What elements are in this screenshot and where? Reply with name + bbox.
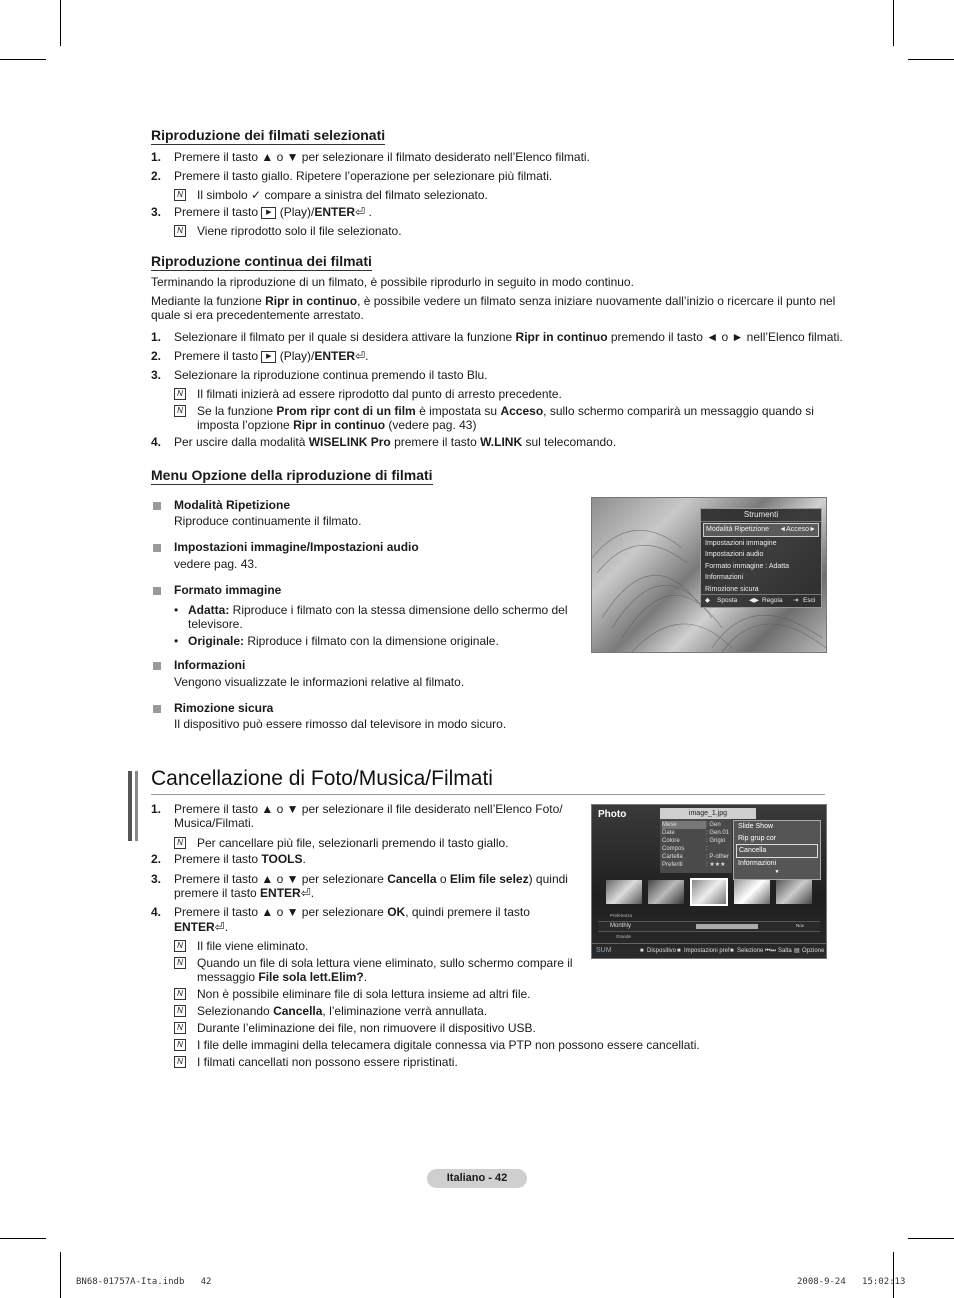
print-timestamp: 2008-9-24 15:02:13 (797, 1277, 906, 1287)
step-number: 1. (151, 330, 162, 344)
note-icon: N (174, 405, 186, 417)
yellow-key-icon: ■ (730, 948, 734, 954)
step-text: Selezionare la riproduzione continua premendo il tasto Blu. (174, 368, 488, 382)
info-row: Cartella : P-other (662, 854, 730, 860)
option-bullet: Originale: Riproduce i filmato con la dimensione originale. (188, 634, 499, 648)
note-icon: N (174, 189, 186, 201)
option-title: Formato immagine (174, 583, 282, 597)
step-number: 1. (151, 150, 162, 164)
note-icon: N (174, 1005, 186, 1017)
step-number: 1. (151, 802, 162, 816)
tools-menu (700, 508, 822, 608)
menu-item-repeat[interactable]: Modalità Ripetizione ◄Acceso► (703, 523, 819, 537)
menu-item-information[interactable]: Informazioni (705, 574, 744, 581)
preference-label: Preferenza (610, 913, 633, 918)
menu-item-safe-remove[interactable]: Rimozione sicura (705, 585, 759, 593)
bullet-dot: • (174, 634, 179, 648)
section-heading-continuous-playback: Riproduzione continua dei filmati (151, 253, 372, 269)
step-number: 2. (151, 852, 162, 866)
move-icon: ◆ (705, 597, 710, 604)
option-desc: Riproduce continuamente il filmato. (174, 514, 362, 528)
option-title: Rimozione sicura (174, 701, 274, 715)
timeline-selection (696, 924, 758, 929)
option-desc: vedere pag. 43. (174, 557, 258, 571)
popup-item-delete[interactable]: Cancella (736, 844, 818, 858)
note-text: messaggio File sola lett.Elim?. (197, 970, 368, 984)
enter-key-icon: ⏎ (214, 920, 225, 934)
note-text: Il simbolo ✓ compare a sinistra del filmato selezionato. (197, 188, 488, 202)
enter-key-icon: ⏎ (355, 205, 366, 219)
paragraph: Mediante la funzione Ripr in continuo, è possibile vedere un filmato senza iniziare nuovamente dall’inizio o ricercare il punto nel (151, 294, 836, 308)
note-icon: N (174, 957, 186, 969)
adjust-icon: ◀▶ (749, 597, 759, 604)
square-bullet-icon (153, 544, 161, 552)
tools-icon: ▤ (794, 948, 800, 954)
paragraph: quale si era precedentemente arrestato. (151, 308, 364, 322)
menu-footer: ◆ Sposta ◀▶ Regola ⇥ Esci (701, 594, 821, 607)
green-key-icon: ■ (677, 948, 681, 954)
step-text: Premere il tasto ▲ o ▼ per selezionare il filmato desiderato nell’Elenco filmati. (174, 150, 590, 164)
step-number: 2. (151, 349, 162, 363)
exit-icon: ⇥ (793, 597, 799, 604)
note-text: I filmati cancellati non possono essere ripristinati. (197, 1055, 458, 1069)
option-bullet: Adatta: Riproduce i filmato con la stessa dimensione dello schermo del (188, 603, 568, 617)
section-heading-selected-playback: Riproduzione dei filmati selezionati (151, 127, 386, 143)
note-text: Quando un file di sola lettura viene eliminato, sullo schermo compare il (197, 956, 573, 970)
option-bullet: televisore. (188, 617, 243, 631)
note-text: Il filmati inizierà ad essere riprodotto dal punto di arresto precedente. (197, 387, 562, 401)
note-icon: N (174, 1039, 186, 1051)
bullet-dot: • (174, 603, 179, 617)
step-number: 3. (151, 205, 162, 219)
page-number-badge: Italiano - 42 (427, 1169, 527, 1188)
option-title: Modalità Ripetizione (174, 498, 291, 512)
step-text: Musica/Filmati. (174, 816, 255, 830)
page-title: Cancellazione di Foto/Musica/Filmati (151, 767, 493, 790)
popup-item-slideshow[interactable]: Slide Show (738, 823, 774, 830)
step-number: 4. (151, 905, 162, 919)
step-number: 3. (151, 872, 162, 886)
thumbnail[interactable] (648, 880, 684, 904)
square-bullet-icon (153, 587, 161, 595)
note-icon: N (174, 837, 186, 849)
step-number: 2. (151, 169, 162, 183)
popup-item-information[interactable]: Informazioni (738, 859, 777, 867)
info-row: Colore : Grigio (662, 838, 726, 844)
info-row: Preferiti : ★★★ (662, 862, 726, 868)
red-key-icon: ■ (640, 948, 644, 954)
info-row: Date : Gen.01 (662, 830, 730, 836)
note-icon: N (174, 225, 186, 237)
thumbnail[interactable] (734, 880, 770, 904)
step-text: Premere il tasto giallo. Ripetere l’operazione per selezionare più filmati. (174, 169, 553, 183)
play-key-icon: ▶ (261, 207, 276, 219)
menu-item-picture-size[interactable]: Formato immagine : Adatta (705, 562, 790, 570)
filename-label: image_1.jpg (660, 808, 756, 819)
menu-item-sound-settings[interactable]: Impostazioni audio (705, 551, 764, 558)
note-text: Il file viene eliminato. (197, 939, 309, 953)
step-text: Premere il tasto ▲ o ▼ per selezionare il file desiderato nell’Elenco Foto/ (174, 802, 563, 816)
info-panel (660, 819, 732, 873)
note-text: Selezionando Cancella, l’eliminazione verrà annullata. (197, 1004, 488, 1018)
paragraph: Terminando la riproduzione di un filmato, è possibile riprodurlo in seguito in modo continuo. (151, 275, 634, 289)
skip-icon: ⏮⏭ (765, 948, 776, 954)
step-text: Premere il tasto ▲ o ▼ per selezionare Cancella o Elim file selez) quindi (174, 872, 568, 886)
screen-header: Photo (598, 809, 627, 820)
note-icon: N (174, 388, 186, 400)
note-text: I file delle immagini della telecamera digitale connessa via PTP non possono essere cancellati. (197, 1038, 700, 1052)
step-text: Premere il tasto ▶ (Play)/ENTER⏎. (174, 349, 369, 363)
step-text: Premere il tasto ▶ (Play)/ENTER⏎ . (174, 205, 372, 219)
scroll-down-icon: ▼ (774, 869, 780, 875)
screen-footer: SUM ■ Dispositivo ■ Impostazioni pref ■ Selezione ⏮⏭ Salta ▤ Opzione (592, 943, 826, 958)
enter-key-icon: ⏎ (300, 886, 311, 900)
note-text: Se la funzione Prom ripr cont di un film è impostata su Acceso, sullo schermo comparirà un messaggio quando si (197, 404, 814, 418)
tools-popup (733, 820, 821, 880)
menu-item-picture-settings[interactable]: Impostazioni immagine (705, 539, 777, 547)
note-text: Durante l’eliminazione dei file, non rimuovere il dispositivo USB. (197, 1021, 536, 1035)
title-bar-decoration (128, 771, 132, 841)
info-row: Mese : Gen (662, 822, 721, 828)
step-text: premere il tasto ENTER⏎. (174, 886, 315, 900)
thumbnail-selected[interactable] (690, 878, 728, 906)
step-number: 4. (151, 435, 162, 449)
step-text: ENTER⏎. (174, 920, 229, 934)
option-desc: Vengono visualizzate le informazioni relative al filmato. (174, 675, 465, 689)
note-text: Non è possibile eliminare file di sola lettura insieme ad altri file. (197, 987, 531, 1001)
square-bullet-icon (153, 502, 161, 510)
note-text: Per cancellare più file, selezionarli premendo il tasto giallo. (197, 836, 509, 850)
info-row: Compos : (662, 846, 708, 852)
photo-list-screenshot (591, 804, 827, 959)
step-text: Premere il tasto TOOLS. (174, 852, 306, 866)
title-bar-decoration (135, 771, 138, 841)
file-info: BN68-01757A-Ita.indb 42 (76, 1277, 212, 1287)
thumbnail[interactable] (606, 880, 642, 904)
step-text: Per uscire dalla modalità WISELINK Pro premere il tasto W.LINK sul telecomando. (174, 435, 617, 449)
tools-menu-screenshot (591, 497, 827, 653)
option-title: Impostazioni immagine/Impostazioni audio (174, 540, 419, 554)
square-bullet-icon (153, 662, 161, 670)
step-number: 3. (151, 368, 162, 382)
section-heading-options-menu: Menu Opzione della riproduzione di filmati (151, 467, 433, 483)
thumbnail-strip (606, 879, 806, 905)
check-icon: ✓ (251, 188, 262, 202)
note-text: imposta l’opzione Ripr in continuo (vedere pag. 43) (197, 418, 477, 432)
option-desc: Il dispositivo può essere rimosso dal televisore in modo sicuro. (174, 717, 507, 731)
note-icon: N (174, 1022, 186, 1034)
step-text: Premere il tasto ▲ o ▼ per selezionare OK, quindi premere il tasto (174, 905, 530, 919)
step-text: Selezionare il filmato per il quale si desidera attivare la funzione Ripr in continuo premendo il tasto ◄ o ► nell’Elenco filmati. (174, 330, 843, 344)
note-icon: N (174, 940, 186, 952)
square-bullet-icon (153, 705, 161, 713)
note-text: Viene riprodotto solo il file selezionato. (197, 224, 402, 238)
size-label: Grande (616, 934, 632, 939)
popup-item-group-play[interactable]: Rip grup cor (738, 834, 777, 842)
timeline-bar[interactable]: Monthly Nov (598, 921, 820, 932)
note-icon: N (174, 988, 186, 1000)
title-rule (151, 794, 825, 795)
play-key-icon: ▶ (261, 351, 276, 363)
thumbnail[interactable] (776, 880, 812, 904)
note-icon: N (174, 1056, 186, 1068)
menu-title: Strumenti (701, 509, 821, 522)
option-title: Informazioni (174, 658, 246, 672)
enter-key-icon: ⏎ (355, 349, 366, 363)
